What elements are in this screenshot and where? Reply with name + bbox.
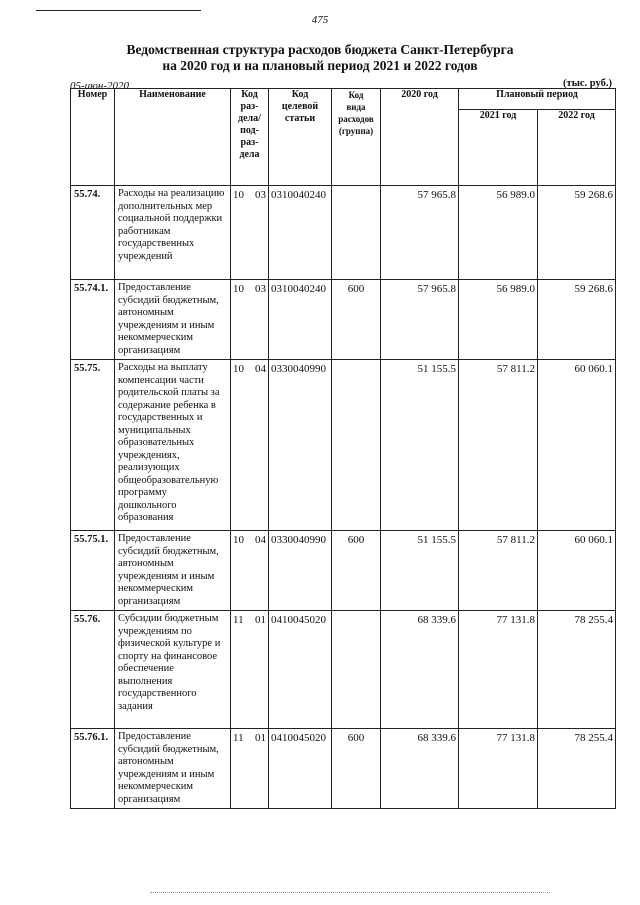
name-line: некоммерческим <box>118 332 194 343</box>
row-section <box>231 729 269 809</box>
section-code: 11 <box>233 732 244 744</box>
name-line: субсидий бюджетным, <box>118 545 219 557</box>
table-row <box>71 280 616 360</box>
name-line: компенсации части <box>118 374 204 386</box>
row-2020: 51 155.5 <box>381 531 459 611</box>
name-line: социальной поддержки <box>118 213 223 224</box>
title-line-1: Ведомственная структура расходов бюджета Санкт-Петербурга <box>126 42 514 57</box>
row-section <box>231 186 269 280</box>
table-row <box>71 729 616 809</box>
name-line: родительской платы за <box>118 387 220 398</box>
row-2021: 57 811.2 <box>459 531 538 611</box>
row-expense-kind <box>332 360 381 531</box>
name-line: учреждениях, <box>118 449 180 461</box>
name-line: образования <box>118 512 174 523</box>
row-2020: 68 339.6 <box>381 729 459 809</box>
report-date: 05-июн-2020 <box>70 80 130 92</box>
name-line: Расходы на выплату <box>118 362 208 373</box>
subsection-code: 03 <box>255 283 266 295</box>
name-line: учреждениям и иным <box>118 768 215 780</box>
name-line: некоммерческим <box>118 781 194 792</box>
row-section <box>231 280 269 360</box>
row-2022: 78 255.4 <box>538 611 616 729</box>
name-line: Предоставление <box>118 533 191 544</box>
row-target: 0330040990 <box>269 531 332 611</box>
row-2020: 57 965.8 <box>381 280 459 360</box>
subsection-code: 01 <box>255 732 266 744</box>
header-2021: 2021 год <box>459 110 538 186</box>
table-row <box>71 360 616 531</box>
name-line: организациям <box>118 793 181 805</box>
budget-table <box>70 88 616 809</box>
subsection-code: 04 <box>255 534 266 546</box>
name-line: физической культуре и <box>118 638 221 649</box>
name-line: организациям <box>118 344 181 356</box>
row-number: 55.74. <box>71 186 115 280</box>
header-name: Наименование <box>115 89 231 186</box>
row-expense-kind: 600 <box>332 531 381 611</box>
name-line: субсидий бюджетным, <box>118 743 219 755</box>
row-target: 0330040990 <box>269 360 332 531</box>
header-number: Номер <box>71 89 115 186</box>
row-2022: 59 268.6 <box>538 280 616 360</box>
name-line: Субсидии бюджетным <box>118 613 219 624</box>
header-2020: 2020 год <box>381 89 459 186</box>
name-line: государственного <box>118 688 197 699</box>
name-line: государственных и <box>118 412 203 423</box>
units-label: (тыс. руб.) <box>563 78 612 89</box>
name-line: работникам <box>118 225 171 237</box>
title-line-2: на 2020 год и на плановый период 2021 и 2022 годов <box>162 58 478 73</box>
row-name <box>115 531 231 611</box>
row-2021: 56 989.0 <box>459 280 538 360</box>
row-name <box>115 280 231 360</box>
row-target: 0410045020 <box>269 729 332 809</box>
name-line: учреждений <box>118 250 173 262</box>
row-2020: 68 339.6 <box>381 611 459 729</box>
name-line: учреждениям и иным <box>118 570 215 582</box>
row-2021: 77 131.8 <box>459 729 538 809</box>
subsection-code: 04 <box>255 363 266 375</box>
row-number: 55.74.1. <box>71 280 115 360</box>
name-line: дополнительных мер <box>118 200 213 212</box>
name-line: задания <box>118 700 153 712</box>
row-target: 0310040240 <box>269 186 332 280</box>
row-2022: 60 060.1 <box>538 360 616 531</box>
scan-artifact <box>150 892 550 895</box>
row-expense-kind <box>332 611 381 729</box>
section-code: 10 <box>233 363 244 375</box>
name-line: выполнения <box>118 675 173 687</box>
name-line: обеспечение <box>118 663 174 674</box>
table-row <box>71 531 616 611</box>
table-row <box>71 611 616 729</box>
row-2021: 57 811.2 <box>459 360 538 531</box>
name-line: автономным <box>118 756 174 767</box>
row-name <box>115 729 231 809</box>
row-2022: 59 268.6 <box>538 186 616 280</box>
name-line: содержание ребенка в <box>118 399 216 411</box>
name-line: образовательных <box>118 437 195 448</box>
table-header <box>71 89 616 186</box>
name-line: некоммерческим <box>118 583 194 594</box>
name-line: общеобразовательную <box>118 474 219 486</box>
name-line: муниципальных <box>118 424 191 436</box>
row-name <box>115 186 231 280</box>
table-body <box>71 186 616 809</box>
section-code: 11 <box>233 614 244 626</box>
name-line: спорту на финансовое <box>118 650 218 662</box>
row-2022: 60 060.1 <box>538 531 616 611</box>
name-line: субсидий бюджетным, <box>118 294 219 306</box>
page-number: 475 <box>311 14 329 26</box>
name-line: Предоставление <box>118 731 191 742</box>
section-code: 10 <box>233 189 244 201</box>
row-target: 0410045020 <box>269 611 332 729</box>
row-number: 55.76. <box>71 611 115 729</box>
name-line: учреждениям по <box>118 625 192 637</box>
row-section <box>231 531 269 611</box>
subsection-code: 01 <box>255 614 266 626</box>
name-line: государственных <box>118 238 195 249</box>
name-line: автономным <box>118 307 174 318</box>
row-expense-kind: 600 <box>332 280 381 360</box>
name-line: организациям <box>118 595 181 607</box>
section-code: 10 <box>233 534 244 546</box>
document-title <box>0 42 640 74</box>
name-line: дошкольного <box>118 499 177 511</box>
row-name <box>115 611 231 729</box>
row-expense-kind: 600 <box>332 729 381 809</box>
row-section <box>231 360 269 531</box>
row-section <box>231 611 269 729</box>
row-2020: 57 965.8 <box>381 186 459 280</box>
name-line: Предоставление <box>118 282 191 293</box>
name-line: реализующих <box>118 462 180 473</box>
name-line: учреждениям и иным <box>118 319 215 331</box>
header-expense-kind: Код вида расходов (группа) <box>332 89 381 186</box>
name-line: автономным <box>118 558 174 569</box>
row-number: 55.75. <box>71 360 115 531</box>
header-2022: 2022 год <box>538 110 616 186</box>
header-section: Код раз- дела/ под- раз- дела <box>231 89 269 186</box>
row-2020: 51 155.5 <box>381 360 459 531</box>
row-number: 55.75.1. <box>71 531 115 611</box>
row-number: 55.76.1. <box>71 729 115 809</box>
section-code: 10 <box>233 283 244 295</box>
header-planned: Плановый период <box>459 89 616 110</box>
row-name <box>115 360 231 531</box>
header-target: Код целевой статьи <box>269 89 332 186</box>
row-expense-kind <box>332 186 381 280</box>
subsection-code: 03 <box>255 189 266 201</box>
row-2021: 77 131.8 <box>459 611 538 729</box>
row-target: 0310040240 <box>269 280 332 360</box>
name-line: программу <box>118 487 167 498</box>
name-line: Расходы на реализацию <box>118 188 225 199</box>
row-2021: 56 989.0 <box>459 186 538 280</box>
row-2022: 78 255.4 <box>538 729 616 809</box>
top-rule <box>36 10 201 11</box>
table-row <box>71 186 616 280</box>
